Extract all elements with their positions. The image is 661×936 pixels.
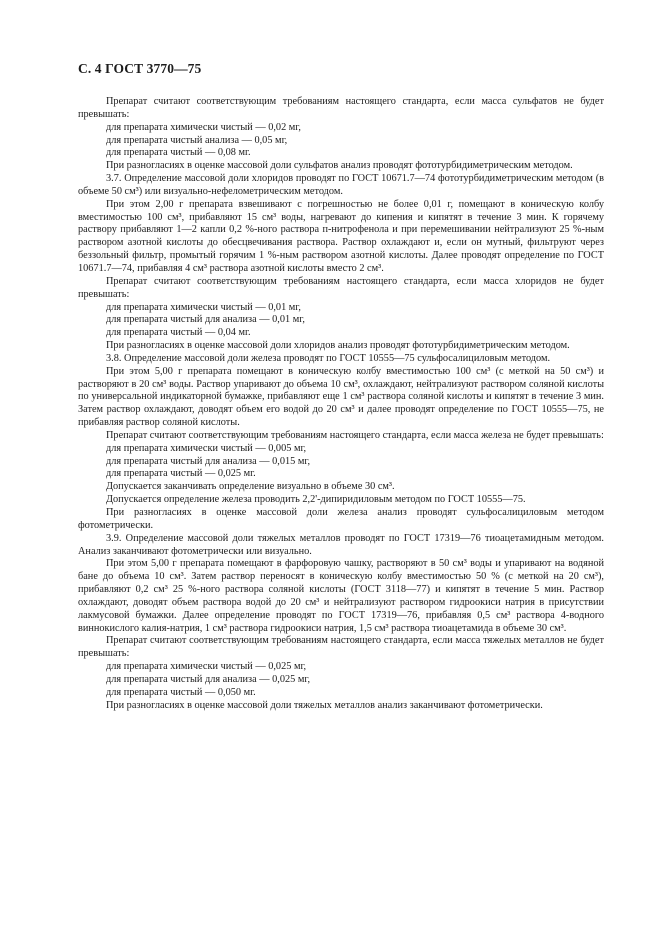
document-body: [78, 96, 604, 713]
list-item: для препарата чистый для анализа — 0,025 мг,: [106, 673, 311, 685]
list-item: для препарата чистый анализа — 0,05 мг,: [106, 134, 288, 146]
section-3-9: 3.9. Определение массовой доли тяжелых металлов проводят по ГОСТ 17319—76 тиоацетамидным методом. Анализ заканчивают фотометрически или визуально.: [78, 532, 604, 557]
paragraph: Препарат считают соответствующим требованиям настоящего стандарта, если масса железа не будет превышать:: [106, 429, 604, 441]
paragraph: Допускается заканчивать определение визуально в объеме 30 см³.: [106, 481, 395, 493]
section-3-8: 3.8. Определение массовой доли железа проводят по ГОСТ 10555—75 сульфосалициловым методом.: [106, 352, 551, 364]
section-3-7: 3.7. Определение массовой доли хлоридов проводят по ГОСТ 10671.7—74 фототурбидиметрическим методом (в объеме 50 см³) или визуально-нефелометрическим методом.: [78, 173, 604, 197]
paragraph: Препарат считают соответствующим требованиям настоящего стандарта, если масса тяжелых металлов не будет превышать:: [78, 635, 604, 660]
paragraph: При разногласиях в оценке массовой доли тяжелых металлов анализ заканчивают фотометрически.: [106, 699, 543, 711]
list-item: для препарата чистый — 0,08 мг.: [106, 147, 251, 159]
paragraph: При этом 2,00 г препарата взвешивают с погрешностью не более 0,01 г, помещают в коническую колбу вместимостью 100 см³, прибавляют 15 см³ воды, нагревают до кипения и кипятят в течение 3 мин. К горячему раствору прибавляют 1—2 капли 0,2 %-ного раствора п-нитрофенола и при перемешивании нейтрализуют 25 %-ным раствором азотной кислоты до обесцвечивания раствора. Раствор охлаждают и, если он мутный, фильтруют через беззольный фильтр, промытый горячим 1 %-ным раствором азотной кислоты. Далее проводят определение по ГОСТ 10671.7—74, прибавляя 4 см³ раствора азотной кислоты вместо 2 см³.: [78, 198, 604, 274]
list-item: для препарата чистый для анализа — 0,015 мг,: [106, 455, 311, 467]
paragraph: Препарат считают соответствующим требованиям настоящего стандарта, если масса хлоридов не будет превышать:: [78, 275, 604, 300]
list-item: для препарата чистый — 0,050 мг.: [106, 686, 256, 698]
list-item: для препарата химически чистый — 0,01 мг,: [106, 301, 301, 313]
list-item: для препарата химически чистый — 0,005 мг,: [106, 442, 307, 454]
paragraph: Допускается определение железа проводить 2,2'-дипиридиловым методом по ГОСТ 10555—75.: [106, 494, 526, 506]
list-item: для препарата чистый для анализа — 0,01 мг,: [106, 314, 305, 326]
list-item: для препарата химически чистый — 0,025 мг,: [106, 661, 307, 673]
paragraph: При этом 5,00 г препарата помещают в коническую колбу вместимостью 100 см³ (с меткой на 50 см³) и растворяют в 20 см³ воды. Раствор упаривают до объема 10 см³, охлаждают, нейтрализуют раствором соляной кислоты по универсальной индикаторной бумажке, прибавляют еще 1 см³ раствора соляной кислоты и кипятят в течение 3 мин. Затем раствор охлаждают, доводят объем его водой до 20 см³ и далее проводят определение по ГОСТ 10555—75, не прибавляя раствор соляной кислоты.: [78, 365, 604, 429]
paragraph: При разногласиях в оценке массовой доли железа анализ проводят сульфосалициловым методом фотометрически.: [78, 507, 604, 531]
list-item: для препарата чистый — 0,04 мг.: [106, 327, 251, 339]
paragraph: При этом 5,00 г препарата помещают в фарфоровую чашку, растворяют в 50 см³ воды и упаривают на водяной бане до объема 10 см³. Затем раствор переносят в коническую колбу вместимостью 50 % (с меткой на 20 см³), прибавляют 0,2 см³ 25 %-ного раствора соляной кислоты (ГОСТ 3118—77) и кипятят в течение 5 мин. Раствор охлаждают, доводят объем раствора водой до 20 см³ и нейтрализуют раствором гидроокиси натрия в присутствии лакмусовой бумажки. Далее определение проводят по ГОСТ 17319—76, прибавляя 0,5 см³ раствора 4-водного виннокислого калия-натрия, 1 см³ раствора гидроокиси натрия, 1,5 см³ раствора тиоацетамида в объеме 30 см³.: [78, 558, 604, 634]
list-item: для препарата чистый — 0,025 мг.: [106, 468, 256, 480]
paragraph: Препарат считают соответствующим требованиям настоящего стандарта, если масса сульфатов не будет превышать:: [78, 96, 604, 120]
page-header: С. 4 ГОСТ 3770—75: [78, 61, 202, 76]
list-item: для препарата химически чистый — 0,02 мг,: [106, 121, 301, 133]
paragraph: При разногласиях в оценке массовой доли хлоридов анализ проводят фототурбидиметрическим методом.: [106, 340, 570, 352]
paragraph: При разногласиях в оценке массовой доли сульфатов анализ проводят фототурбидиметрическим методом.: [106, 160, 573, 172]
